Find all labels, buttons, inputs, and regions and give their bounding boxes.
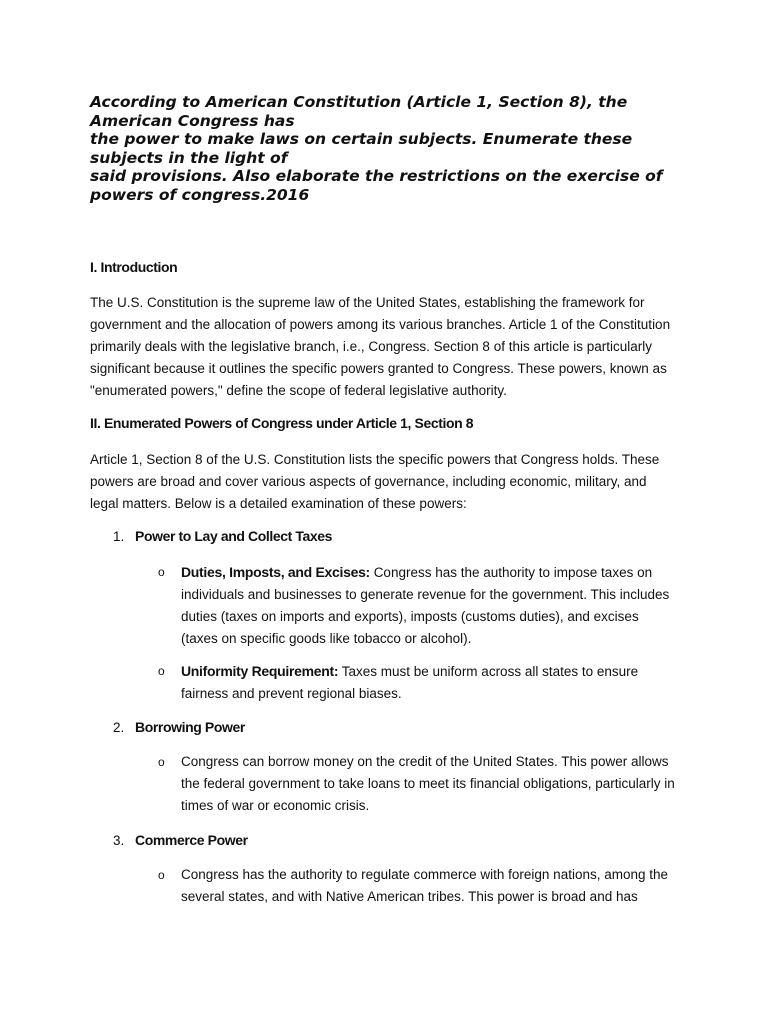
point-text: Congress has the authority to regulate commerce with foreign nations, among the several states, and with Native American tribes. This power is broad and has — [181, 867, 669, 904]
power-title-taxes: Power to Lay and Collect Taxes — [135, 528, 333, 544]
list-number: 3. — [113, 833, 125, 848]
power-title-borrowing: Borrowing Power — [135, 719, 245, 735]
power-point — [181, 561, 676, 650]
title-line: According to American Constitution (Article 1, Section 8), the — [90, 93, 628, 111]
enumerated-heading: II. Enumerated Powers of Congress under Article 1, Section 8 — [90, 415, 474, 431]
title-line: powers of congress.2016 — [90, 185, 310, 204]
power-point — [181, 864, 676, 908]
list-number: 1. — [113, 529, 125, 544]
document-page — [90, 93, 690, 204]
bullet-circle-icon: o — [158, 664, 165, 678]
bullet-circle-icon: o — [158, 755, 165, 769]
intro-paragraph: The U.S. Constitution is the supreme law of the United States, establishing the framework for government and the allocation of powers among its various branches. Article 1 of the Constitution primarily deals with the legislative branch, i.e., Congress. Section 8 of this article is particularly significant because it outlines the specific powers granted to Congress. These powers, known as "enumerated powers," define the scope of federal legislative authority. — [90, 295, 671, 398]
enumerated-paragraph: Article 1, Section 8 of the U.S. Constitution lists the specific powers that Congress holds. These powers are broad and cover various aspects of governance, including economic, military, and legal matters. Below is a detailed examination of these powers: — [90, 452, 660, 511]
bullet-circle-icon: o — [158, 868, 165, 882]
point-label: Uniformity Requirement: — [181, 663, 339, 679]
power-title-commerce: Commerce Power — [135, 832, 248, 848]
bullet-circle-icon: o — [158, 565, 165, 579]
title-line: the power to make laws on certain subjects. Enumerate these — [90, 130, 633, 148]
point-text: Taxes must be uniform across all states to ensure fairness and prevent regional biases. — [181, 664, 639, 701]
point-text: Congress has the authority to impose taxes on individuals and businesses to generate revenue for the government. This includes duties (taxes on imports and exports), imposts (customs duties), and excises (taxes on specific goods like tobacco or alcohol). — [181, 565, 670, 646]
title-line: said provisions. Also elaborate the restrictions on the exercise of — [90, 167, 663, 185]
question-title — [90, 93, 690, 204]
list-number: 2. — [113, 720, 125, 735]
power-point — [181, 751, 676, 817]
point-label: Duties, Imposts, and Excises: — [181, 564, 370, 580]
title-line: subjects in the light of — [90, 148, 288, 167]
intro-heading: I. Introduction — [90, 259, 178, 275]
point-text: Congress can borrow money on the credit of the United States. This power allows the federal government to take loans to meet its financial obligations, particularly in times of war or economic crisis. — [181, 754, 675, 813]
title-line: American Congress has — [90, 111, 295, 130]
power-point — [181, 660, 676, 705]
